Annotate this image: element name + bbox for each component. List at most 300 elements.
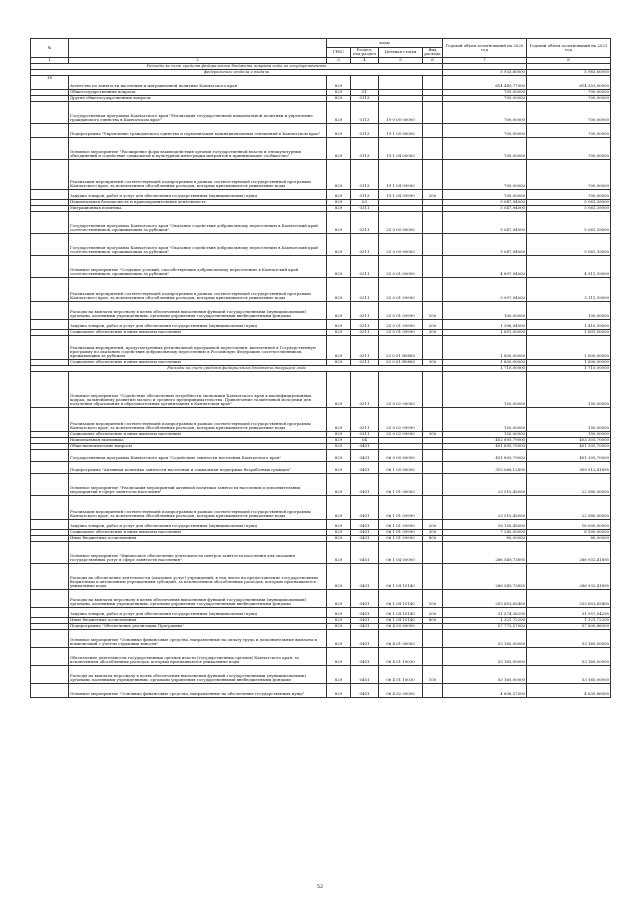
row-name: Расходы на выплаты персоналу в целях обеспечения выполнения функций государственными (муниципальными) органами, казенными учреждениями, органами управления государственными внебюджетными фондами (69, 589, 327, 607)
row-vid (423, 563, 443, 589)
row-stat: 06 1 01 09990 (379, 529, 423, 535)
row-razdel: 0401 (351, 541, 379, 563)
table-row (31, 473, 611, 495)
row-grbs: 829 (327, 443, 351, 449)
row-vid: 200 (423, 189, 443, 199)
row-grbs: 829 (327, 407, 351, 431)
row-stat (379, 75, 423, 89)
row-name: Расходы на выплаты персоналу в целях обеспечения выполнения функций государственными (муниципальными) органами, казенными учреждениями, органами управления государственными внебюджетными фондами (69, 301, 327, 319)
row-grbs: 829 (327, 617, 351, 623)
row-value-2021: 1 321,72200 (527, 617, 611, 623)
row-value-2021: 401 305,70000 (527, 443, 611, 449)
row-value-2020: 700,00000 (443, 89, 527, 95)
row-razdel: 0401 (351, 589, 379, 607)
row-razdel: 0311 (351, 205, 379, 211)
row-vid (423, 159, 443, 189)
row-stat: 06 4 01 10030 (379, 665, 423, 683)
row-num (31, 607, 69, 617)
row-name: Социальное обеспечение и иные выплаты населению (69, 431, 327, 437)
row-value-2021: 5 061,39000 (527, 211, 611, 233)
row-value-2021: 53 165,00000 (527, 647, 611, 665)
row-value-2021: 614 553,00000 (527, 75, 611, 89)
col-number: 5 (379, 57, 423, 63)
row-stat: 06 1 01 09990 (379, 519, 423, 529)
row-vid (423, 233, 443, 255)
row-stat: 06 4 01 10030 (379, 647, 423, 665)
row-num (31, 683, 69, 697)
row-value-2020: 150,00000 (443, 371, 527, 407)
row-vid (423, 137, 443, 159)
row-razdel: 0113 (351, 123, 379, 137)
row-value-2021: 286 932,41895 (527, 563, 611, 589)
table-row (31, 665, 611, 683)
row-value-2021: 700,00000 (527, 189, 611, 199)
row-grbs: 829 (327, 607, 351, 617)
budget-table-sheet (30, 38, 610, 698)
row-value-2021: 22 580,00000 (527, 473, 611, 495)
col-header-vol2021: Годовой объем ассигнований на 2021 год (527, 39, 611, 58)
row-value-2020: 310 068,12895 (443, 461, 527, 473)
row-value-2021: 700,00000 (527, 137, 611, 159)
row-razdel (351, 75, 379, 89)
row-grbs: 829 (327, 137, 351, 159)
row-vid: 200 (423, 607, 443, 617)
row-value-2021: 150,00000 (527, 371, 611, 407)
row-num (31, 449, 69, 461)
row-stat: 25 0 02 09990 (379, 407, 423, 431)
note-text: федерального отдела о выдачи (31, 69, 443, 75)
row-value-2020: 401 895,79000 (443, 449, 527, 461)
row-value-2021: 1 800,00000 (527, 335, 611, 359)
row-razdel: 0401 (351, 617, 379, 623)
row-num (31, 101, 69, 123)
row-vid: 300 (423, 529, 443, 535)
row-stat: 25 0 02 00000 (379, 371, 423, 407)
table-row (31, 407, 611, 431)
col-header-stat: Целевая статья (379, 48, 423, 58)
row-name: Общеэкономические вопросы (69, 443, 327, 449)
row-vid (423, 371, 443, 407)
row-razdel: 0401 (351, 449, 379, 461)
table-header (31, 39, 611, 64)
row-num (31, 137, 69, 159)
budget-table (30, 38, 611, 698)
table-row (31, 563, 611, 589)
row-razdel: 0113 (351, 101, 379, 123)
row-razdel: 0311 (351, 407, 379, 431)
row-stat: 25 0 01 09990 (379, 277, 423, 301)
row-vid (423, 407, 443, 431)
row-num (31, 211, 69, 233)
row-value-2020: 401 895,79000 (443, 443, 527, 449)
row-razdel: 0401 (351, 607, 379, 617)
row-grbs: 829 (327, 431, 351, 437)
row-razdel: 0401 (351, 473, 379, 495)
table-row (31, 189, 611, 199)
row-razdel: 0311 (351, 211, 379, 233)
row-name: Основное мероприятие "Основные финансовые средства, направленные на обеспечение государственных нужд" (69, 683, 327, 697)
row-value-2020: 700,00000 (443, 95, 527, 101)
row-value-2021: 1 601,00000 (527, 329, 611, 335)
row-razdel: 0401 (351, 535, 379, 541)
row-name: Закупка товаров, работ и услуг для обеспечения государственных (муниципальных) нужд (69, 189, 327, 199)
row-stat: 06 1 01 09990 (379, 495, 423, 519)
col-header-codes: коды (327, 39, 443, 48)
row-name: Иные бюджетные ассигнования (69, 535, 327, 541)
row-value-2020: 1 800,00000 (443, 335, 527, 359)
row-value-2020: 286 549,73895 (443, 563, 527, 589)
table-row (31, 495, 611, 519)
row-name: Закупка товаров, работ и услуг для обеспечения государственных (муниципальных) нужд (69, 319, 327, 329)
row-value-2021: 4 911,39000 (527, 255, 611, 277)
row-vid (423, 461, 443, 473)
row-value-2021: 4 635,86000 (527, 683, 611, 697)
row-value-2020: 31 574,36295 (443, 607, 527, 617)
row-name: Социальное обеспечение и иные выплаты населению (69, 329, 327, 335)
row-value-2021: 150,00000 (527, 407, 611, 431)
row-grbs: 829 (327, 101, 351, 123)
row-value-2021: 31 957,04295 (527, 607, 611, 617)
table-row (31, 607, 611, 617)
table-row (31, 589, 611, 607)
row-grbs: 829 (327, 95, 351, 101)
row-razdel: 0401 (351, 519, 379, 529)
row-grbs: 829 (327, 629, 351, 647)
row-razdel: 0401 (351, 563, 379, 589)
row-razdel: 0311 (351, 255, 379, 277)
row-value-2021: 22 580,00000 (527, 495, 611, 519)
table-row (31, 301, 611, 319)
row-vid (423, 647, 443, 665)
row-stat: 19 0 00 00000 (379, 101, 423, 123)
row-name: Другие общегосударственные вопросы (69, 95, 327, 101)
row-num (31, 189, 69, 199)
row-vid: 800 (423, 535, 443, 541)
col-number: 3 (327, 57, 351, 63)
row-name: Реализация мероприятий соответствующей подпрограммы в рамках соответствующей государственной программы Камчатского края, за исключением обособленных расходов, которым присваиваются уникальные коды (69, 495, 327, 519)
row-vid: 200 (423, 319, 443, 329)
row-value-2020: 5 047,94000 (443, 211, 527, 233)
row-value-2020: 80,00000 (443, 535, 527, 541)
table-row (31, 629, 611, 647)
row-stat: 06 1 01 00000 (379, 473, 423, 495)
row-num (31, 255, 69, 277)
row-num (31, 233, 69, 255)
row-value-2020: 23 510,45000 (443, 495, 527, 519)
row-vid (423, 101, 443, 123)
row-value-2020: 286 549,73895 (443, 541, 527, 563)
row-name: Расходы на обеспечение деятельности (оказание услуг) учреждений, в том числе на предоставление государственным бюджетным и автономным учреждениям субсидий, за исключением обособленных расходов, которым присваиваются уникальные коды (69, 563, 327, 589)
row-value-2020: 53 165,00000 (443, 647, 527, 665)
row-name: Национальная безопасность и правоохранительная деятельность (69, 199, 327, 205)
table-row (31, 449, 611, 461)
col-number: 4 (351, 57, 379, 63)
row-vid (423, 211, 443, 233)
row-razdel: 0401 (351, 647, 379, 665)
row-stat: 25 0 00 00000 (379, 233, 423, 255)
col-number: 2 (69, 57, 327, 63)
col-header-grbs: ГРБС (327, 48, 351, 58)
row-stat: 19 1 04 09990 (379, 159, 423, 189)
row-vid (423, 75, 443, 89)
row-grbs: 829 (327, 541, 351, 563)
row-num (31, 319, 69, 329)
row-grbs: 829 (327, 473, 351, 495)
row-value-2020: 700,00000 (443, 159, 527, 189)
row-razdel: 0311 (351, 371, 379, 407)
note-text: Расходы за счет средств федерального бюджета текущего года (31, 365, 443, 371)
row-name: Реализация мероприятий соответствующей подпрограммы в рамках соответствующей государственной программы Камчатского края, за исключением обособленных расходов, которым присваиваются уникальные коды (69, 407, 327, 431)
row-num (31, 335, 69, 359)
row-razdel: 0401 (351, 443, 379, 449)
row-vid: 100 (423, 301, 443, 319)
row-name: Иные бюджетные ассигнования (69, 617, 327, 623)
row-num (31, 123, 69, 137)
row-value-2020: 700,00000 (443, 137, 527, 159)
row-razdel: 0311 (351, 335, 379, 359)
row-num (31, 589, 69, 607)
table-row (31, 541, 611, 563)
row-vid (423, 123, 443, 137)
row-razdel: 0401 (351, 665, 379, 683)
row-num (31, 495, 69, 519)
col-header-razdel: Раздел, под-раздел (351, 48, 379, 58)
row-num (31, 473, 69, 495)
row-razdel: 0311 (351, 359, 379, 365)
row-grbs: 829 (327, 301, 351, 319)
row-stat: 25 0 02 09990 (379, 431, 423, 437)
row-name: Государственная программа Камчатского края "Содействие занятости населения Камчатского края" (69, 449, 327, 461)
row-value-2021: 1 410,39000 (527, 319, 611, 329)
note-text: Расходы за счет средств федерального бюджета покрыва годы из государственных (31, 63, 443, 69)
col-number: 1 (31, 57, 69, 63)
row-razdel: 0311 (351, 319, 379, 329)
row-stat: 25 0 01 R0860 (379, 335, 423, 359)
row-value-2020: 150,00000 (443, 431, 527, 437)
row-stat: 19 1 04 09990 (379, 189, 423, 199)
row-razdel: 0311 (351, 329, 379, 335)
col-number: 7 (443, 57, 527, 63)
note-value-2021: 5 983,60000 (527, 69, 611, 75)
row-grbs: 829 (327, 199, 351, 205)
row-razdel: 03 (351, 199, 379, 205)
row-value-2021: 150,00000 (527, 431, 611, 437)
row-value-2020: 5 047,94000 (443, 233, 527, 255)
row-grbs: 829 (327, 589, 351, 607)
row-stat: 25 0 00 00000 (379, 211, 423, 233)
row-name: Расходы на выплаты персоналу в целях обеспечения выполнения функций государственными (муниципальными) органами, казенными учреждениями, органами управления государственными внебюджетными фондами (69, 665, 327, 683)
table-row (31, 211, 611, 233)
row-name: Основное мероприятие "Основные финансовые средства, направленные на оплату труда и дополнительные выплаты и компенсаций с учетом страховых взносов" (69, 629, 327, 647)
note-value-2020: 5 933,60000 (443, 69, 527, 75)
row-num (31, 519, 69, 529)
row-value-2020: 4 897,94000 (443, 255, 527, 277)
row-vid: 300 (423, 329, 443, 335)
row-name: Основное мероприятие "Создание условий, способствующих добровольному переселению в Камчатский край соотечественников, проживающих за рубежом" (69, 255, 327, 277)
row-value-2020: 3 097,94000 (443, 277, 527, 301)
row-name: Социальное обеспечение и иные выплаты населению (69, 359, 327, 365)
row-razdel: 0401 (351, 529, 379, 535)
row-stat: 06 1 00 00000 (379, 461, 423, 473)
row-stat: 06 1 04 00000 (379, 541, 423, 563)
row-stat: 06 1 04 10140 (379, 563, 423, 589)
row-stat: 25 0 01 09990 (379, 301, 423, 319)
table-row (31, 319, 611, 329)
row-stat: 06 1 04 10140 (379, 607, 423, 617)
row-name: Реализация мероприятий соответствующей подпрограммы в рамках соответствующей государственной программы Камчатского края, за исключением обособленных расходов, которым присваиваются уникальные коды (69, 159, 327, 189)
row-value-2020: 5 047,94000 (443, 199, 527, 205)
row-value-2020: 7 280,00000 (443, 529, 527, 535)
row-name: Агентство по занятости населения и миграционной политике Камчатского края (69, 75, 327, 89)
row-value-2020: 53 165,00000 (443, 665, 527, 683)
row-name: Реализация мероприятий, предусмотренных региональной программой переселения, включенной в Государственную программу по оказанию содействия добровольному переселению в Российскую Федерацию соотечественников, проживающих за рубежом (69, 335, 327, 359)
row-grbs: 829 (327, 319, 351, 329)
row-value-2020: 1 396,94000 (443, 319, 527, 329)
row-razdel: 0311 (351, 233, 379, 255)
row-name: Подпрограмма "Обеспечение реализации Программы" (69, 623, 327, 629)
row-grbs: 829 (327, 123, 351, 137)
row-name: Подпрограмма "Укрепление гражданского единства и гармонизация межнациональных отношений в Камчатском крае" (69, 123, 327, 137)
row-razdel: 0401 (351, 495, 379, 519)
row-grbs: 829 (327, 535, 351, 541)
row-value-2021: 309 512,41895 (527, 461, 611, 473)
table-row (31, 123, 611, 137)
row-razdel: 0401 (351, 461, 379, 473)
row-value-2020: 23 510,45000 (443, 473, 527, 495)
row-value-2020: 700,00000 (443, 101, 527, 123)
row-name: Миграционная политика (69, 205, 327, 211)
row-value-2021: 700,00000 (527, 159, 611, 189)
row-grbs: 829 (327, 371, 351, 407)
row-grbs: 829 (327, 461, 351, 473)
row-grbs: 829 (327, 255, 351, 277)
table-row (31, 683, 611, 697)
row-num (31, 647, 69, 665)
row-stat: 06 0 00 00000 (379, 449, 423, 461)
table-body (31, 63, 611, 697)
row-value-2021: 403 305,70000 (527, 437, 611, 443)
row-value-2020: 53 165,00000 (443, 629, 527, 647)
row-grbs: 829 (327, 623, 351, 629)
row-value-2020: 1 321,72200 (443, 617, 527, 623)
row-value-2020: 700,00000 (443, 123, 527, 137)
row-value-2021: 1 800,00000 (527, 359, 611, 365)
row-grbs: 829 (327, 277, 351, 301)
row-value-2021: 700,00000 (527, 89, 611, 95)
col-header-vol2020: Годовой объем ассигнований на 2020 год (443, 39, 527, 58)
row-grbs: 829 (327, 335, 351, 359)
row-razdel: 0113 (351, 137, 379, 159)
row-grbs: 829 (327, 159, 351, 189)
row-grbs: 829 (327, 647, 351, 665)
row-num (31, 159, 69, 189)
row-vid: 100 (423, 665, 443, 683)
row-grbs: 829 (327, 189, 351, 199)
row-name: Государственная программа Камчатского края "Оказание содействия добровольному переселению в Камчатский край соотечественников, проживающих за рубежом" (69, 233, 327, 255)
note-value-2021: 1 710,00000 (527, 365, 611, 371)
table-row (31, 137, 611, 159)
row-name: Обеспечение деятельности государственных органов власти (государственных органов) Камчатского края, за исключением обособленных расходов, которым присваиваются уникальные коды (69, 647, 327, 665)
row-name: Закупка товаров, работ и услуг для обеспечения государственных (муниципальных) нужд (69, 607, 327, 617)
row-grbs: 829 (327, 519, 351, 529)
row-value-2021: 57 800,86000 (527, 623, 611, 629)
row-vid: 300 (423, 431, 443, 437)
row-num (31, 407, 69, 431)
row-value-2021: 700,00000 (527, 123, 611, 137)
row-value-2021: 53 165,00000 (527, 665, 611, 683)
row-vid (423, 683, 443, 697)
row-value-2021: 16 000,00000 (527, 519, 611, 529)
row-vid (423, 449, 443, 461)
row-stat: 25 0 01 09990 (379, 319, 423, 329)
row-name: Основное мероприятие "Расширение форм взаимодействия органов государственной власти и этнокультурных объединений и содействие социальной и культурной интеграции мигрантов в принимающее сообщество" (69, 137, 327, 159)
row-value-2021: 286 932,41895 (527, 541, 611, 563)
row-razdel: 0311 (351, 431, 379, 437)
row-stat: 19 1 04 00000 (379, 137, 423, 159)
row-vid (423, 495, 443, 519)
row-stat: 25 0 01 R0860 (379, 359, 423, 365)
row-stat: 06 1 01 09990 (379, 535, 423, 541)
row-razdel: 0401 (351, 683, 379, 697)
row-value-2020: 5 047,94000 (443, 205, 527, 211)
row-name: Государственная программа Камчатского края "Реализация государственной национальной политики и укрепление гражданского единства в Камчатском крае" (69, 101, 327, 123)
row-razdel: 0311 (351, 277, 379, 301)
table-row (31, 335, 611, 359)
row-name: Основное мероприятие "Реализация мероприятий активной политики занятости населения и дополнительных мероприятий в сфере занятости населения" (69, 473, 327, 495)
row-vid (423, 541, 443, 563)
row-value-2021: 3 111,39000 (527, 277, 611, 301)
row-value-2021: 5 061,39000 (527, 199, 611, 205)
row-grbs: 829 (327, 563, 351, 589)
row-razdel: 0401 (351, 623, 379, 629)
row-value-2020: 150,00000 (443, 407, 527, 431)
row-value-2020: 57 773,57000 (443, 623, 527, 629)
row-value-2021: 5 061,39000 (527, 233, 611, 255)
row-num (31, 277, 69, 301)
row-name: Государственная программа Камчатского края "Оказание содействия добровольному переселению в Камчатский край соотечественников, проживающих за рубежом" (69, 211, 327, 233)
row-num (31, 461, 69, 473)
row-value-2020: 4 608,57000 (443, 683, 527, 697)
row-grbs: 829 (327, 211, 351, 233)
table-row (31, 75, 611, 89)
col-number: 6 (423, 57, 443, 63)
table-row (31, 371, 611, 407)
row-grbs: 829 (327, 495, 351, 519)
row-name: Основное мероприятие "Финансовое обеспечение деятельности центров занятости населения для оказания государственных услуг в сфере занятости населения" (69, 541, 327, 563)
row-value-2021: 100,00000 (527, 301, 611, 319)
table-row (31, 233, 611, 255)
row-vid: 300 (423, 359, 443, 365)
row-vid: 200 (423, 519, 443, 529)
row-grbs: 829 (327, 449, 351, 461)
row-value-2021: 253 653,65400 (527, 589, 611, 607)
row-num (31, 629, 69, 647)
row-grbs: 829 (327, 437, 351, 443)
row-grbs: 829 (327, 683, 351, 697)
row-grbs: 829 (327, 205, 351, 211)
row-value-2021: 6 500,00000 (527, 529, 611, 535)
table-row (31, 159, 611, 189)
row-razdel: 0113 (351, 189, 379, 199)
row-stat: 06 1 04 10140 (379, 589, 423, 607)
row-name: Национальная экономика (69, 437, 327, 443)
col-number: 8 (527, 57, 611, 63)
note-value-2020: 1 710,00000 (443, 365, 527, 371)
row-grbs: 829 (327, 89, 351, 95)
table-row (31, 519, 611, 529)
row-stat: 06 4 00 00000 (379, 623, 423, 629)
row-vid: 800 (423, 617, 443, 623)
